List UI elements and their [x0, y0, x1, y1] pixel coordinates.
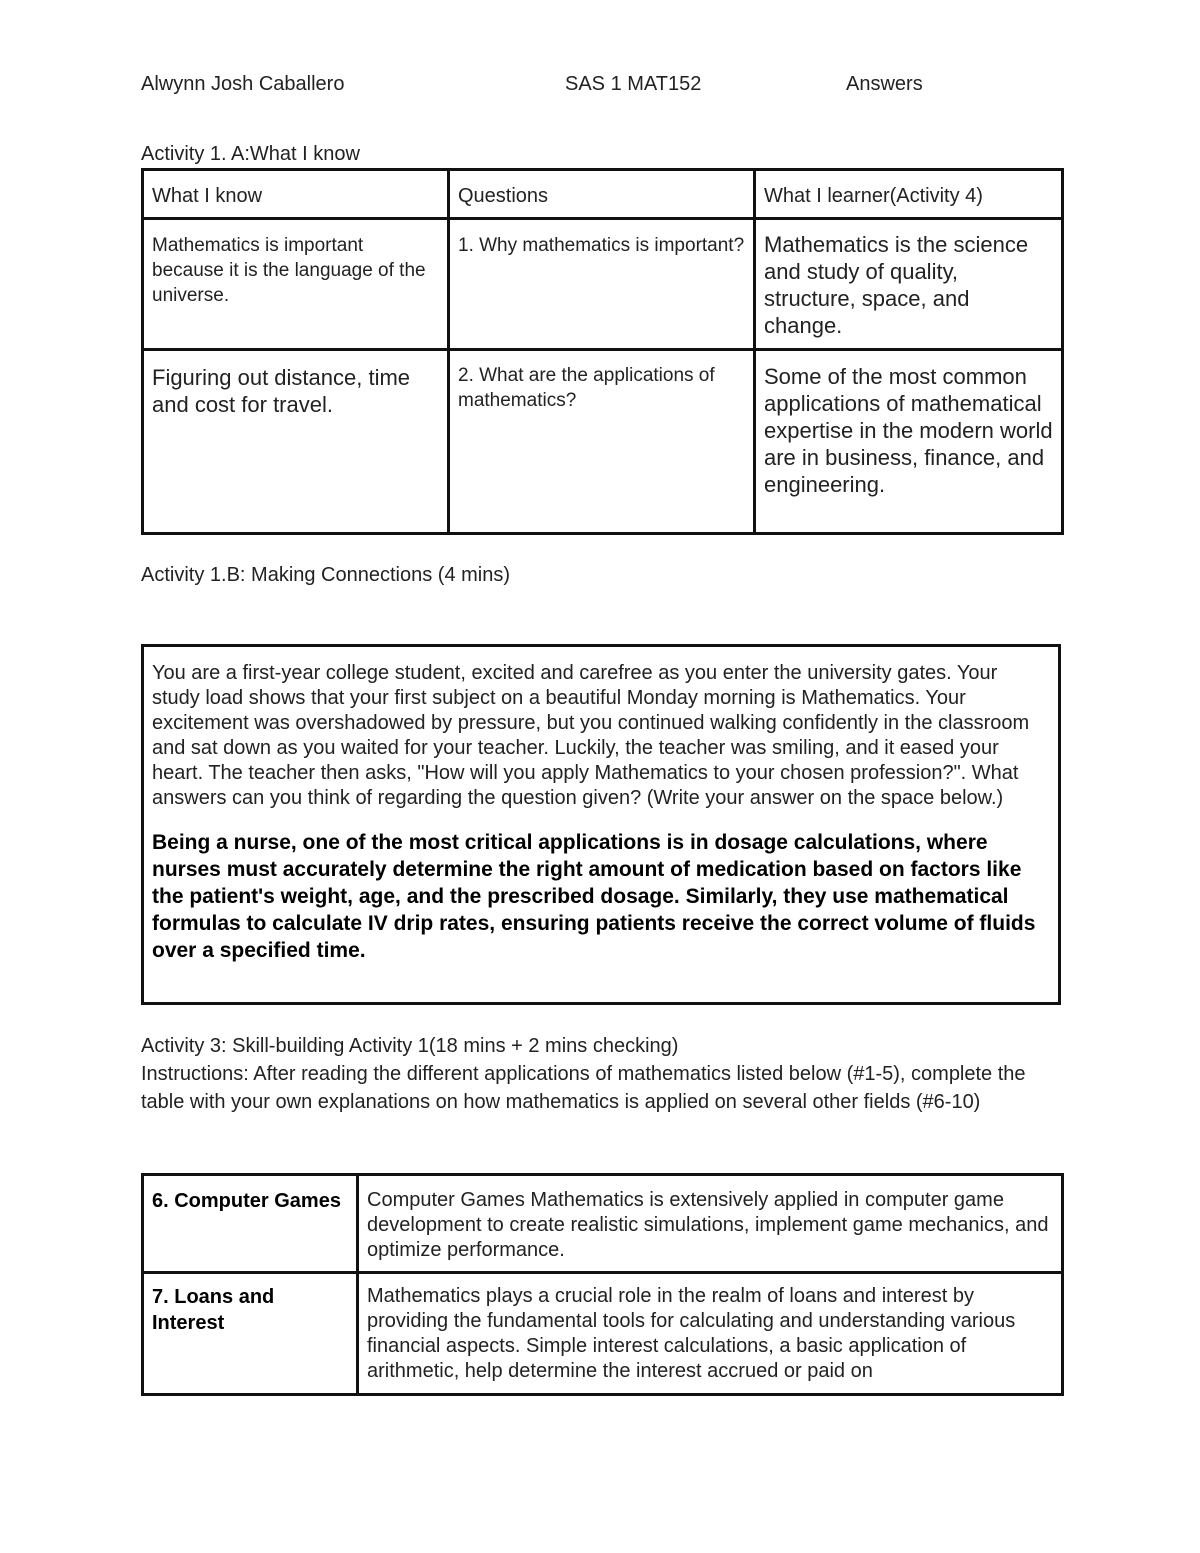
table-cell: 1. Why mathematics is important? [449, 219, 755, 350]
table-cell: Computer Games Mathematics is extensively applied in computer game development to create realistic simulations, implement game mechanics, and optimize performance. [358, 1175, 1063, 1273]
course-code: SAS 1 MAT152 [565, 73, 702, 95]
table-row [143, 350, 1063, 534]
table-cell: Mathematics plays a crucial role in the realm of loans and interest by providing the fundamental tools for calculating and understanding various financial aspects. Simple interest calculations, a basic application of arithmetic, help determine the interest accrued or paid on [358, 1273, 1063, 1395]
table-row [143, 219, 1063, 350]
activity-1b-title: Activity 1.B: Making Connections (4 mins) [141, 564, 511, 586]
question-line: 2. What are the applications of [458, 365, 715, 386]
column-header: What I know [143, 170, 449, 219]
table-row [143, 1175, 1063, 1273]
table-row [143, 1273, 1063, 1395]
table-cell: 7. Loans and Interest [143, 1273, 358, 1395]
activity-3-title: Activity 3: Skill-building Activity 1(18 mins + 2 mins checking) [141, 1035, 679, 1057]
activity-3-instructions: Instructions: After reading the different applications of mathematics listed below (#1-5), complete the table with your own explanations on how mathematics is applied on several other fields (#6-10) [141, 1063, 1026, 1113]
table-cell: Mathematics is important because it is the language of the universe. [143, 219, 449, 350]
answers-label: Answers [846, 73, 923, 95]
activity-1a-title: Activity 1. A:What I know [141, 143, 360, 165]
student-name: Alwynn Josh Caballero [141, 73, 345, 95]
table-cell: Figuring out distance, time and cost for travel. [143, 350, 449, 534]
scenario-prompt: You are a first-year college student, excited and carefree as you enter the university gates. Your study load shows that your first subject on a beautiful Monday morning is Mathematics. Your excitement was overshadowed by pressure, but you continued walking confidently in the classroom and sat down as you waited for your teacher. Luckily, the teacher was smiling, and it eased your heart. The teacher then asks, "How will you apply Mathematics to your chosen profession?". What answers can you think of regarding the question given? (Write your answer on the space below.) [152, 662, 1030, 809]
scenario-answer: Being a nurse, one of the most critical applications is in dosage calculations, where nurses must accurately determine the right amount of medication based on factors like the patient's weight, age, and the prescribed dosage. Similarly, they use mathematical formulas to calculate IV drip rates, ensuring patients receive the correct volume of fluids over a specified time. [152, 831, 1036, 962]
table-header-row [143, 170, 1063, 219]
activity-3-table [141, 1173, 1064, 1396]
table-cell [449, 350, 755, 534]
table-cell: Some of the most common applications of mathematical expertise in the modern world are in business, finance, and engineering. [755, 350, 1063, 534]
column-header: Questions [449, 170, 755, 219]
question-line: mathematics? [458, 390, 577, 411]
column-header: What I learner(Activity 4) [755, 170, 1063, 219]
table-cell: Mathematics is the science and study of quality, structure, space, and change. [755, 219, 1063, 350]
activity-1a-table [141, 168, 1064, 535]
table-cell: 6. Computer Games [143, 1175, 358, 1273]
making-connections-box [141, 644, 1061, 1005]
